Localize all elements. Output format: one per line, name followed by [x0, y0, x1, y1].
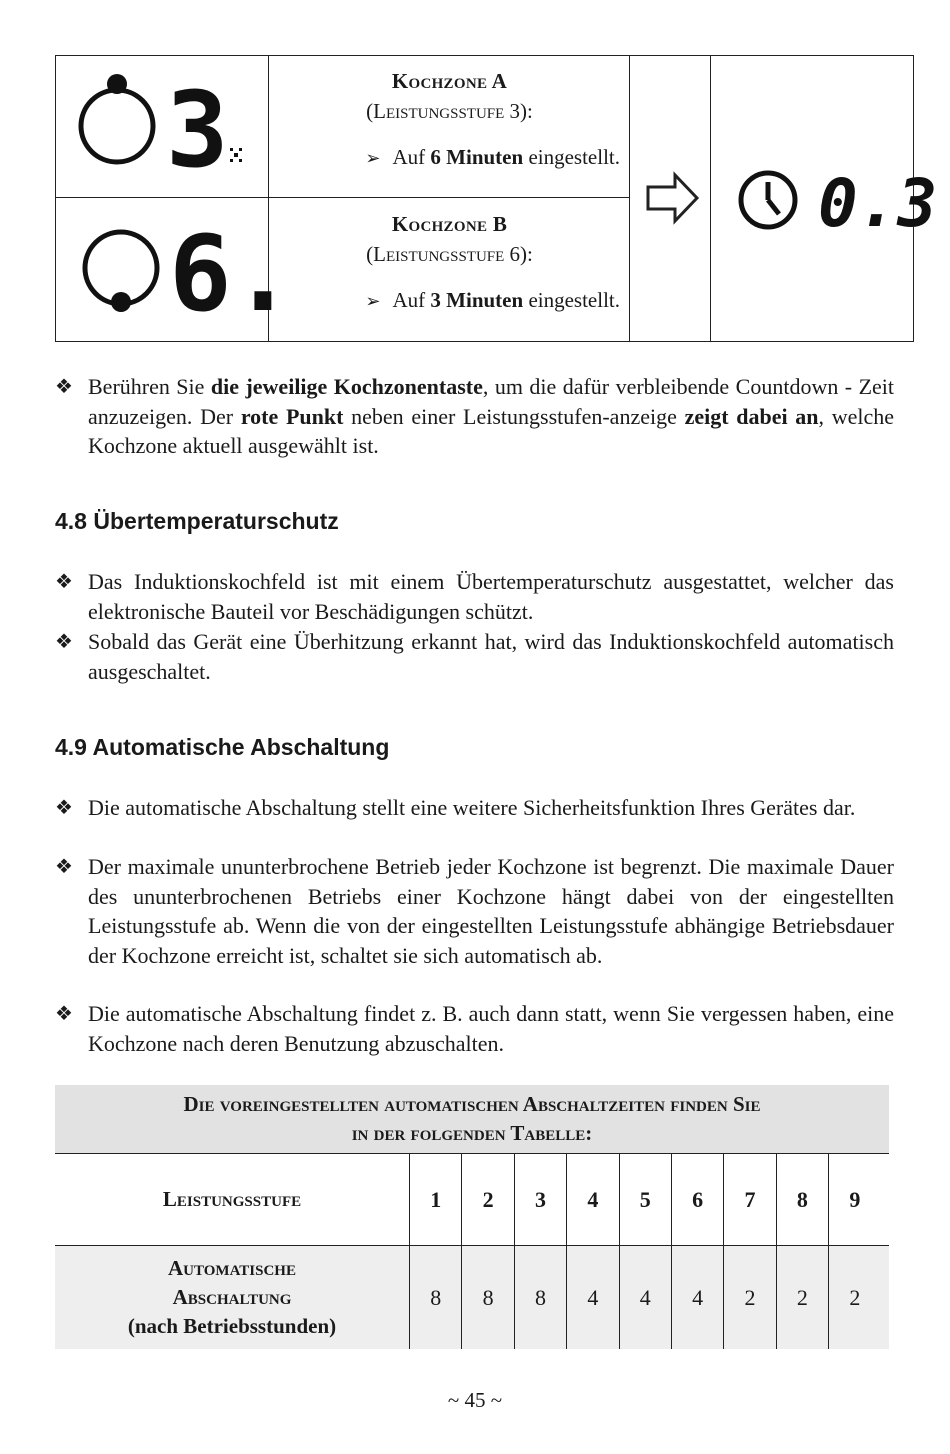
clock-icon — [741, 173, 795, 227]
section-4-8-bullet-2: Sobald das Gerät eine Überhitzung erkannt hat, wird das Induktionskochfeld automatisch ausgeschaltet. — [88, 629, 894, 684]
section-heading-4-8: 4.8 Übertemperaturschutz — [55, 508, 339, 534]
zone-b-level-digit: 6. — [169, 213, 295, 335]
diamond-bullet-icon: ❖ — [55, 795, 73, 819]
level-cell: 7 — [723, 1154, 775, 1245]
timer-illustration-table — [55, 55, 938, 342]
zone-a-ring-icon — [81, 90, 153, 162]
arrowhead-bullet-icon: ➢ — [365, 291, 381, 312]
zone-a-selected-dot — [107, 74, 127, 94]
zone-b-description — [269, 209, 630, 317]
table-divider — [710, 56, 711, 341]
zone-a-subtitle: (Leistungsstufe 3): — [366, 99, 533, 123]
level-cell: 8 — [776, 1154, 828, 1245]
diamond-bullet-icon: ❖ — [55, 569, 73, 593]
zone-a-level-digit: 3 — [166, 69, 229, 191]
zone-b-display — [74, 213, 295, 335]
hours-cell: 4 — [566, 1246, 618, 1349]
zone-a-display — [74, 69, 254, 191]
page-number: ~ 45 ~ — [447, 1388, 503, 1412]
power-level-row — [55, 1153, 889, 1246]
zone-a-title: Kochzone A — [391, 69, 508, 93]
hours-cell: 8 — [461, 1246, 513, 1349]
table-divider — [56, 197, 630, 198]
power-level-header: Leistungsstufe — [162, 1187, 302, 1211]
diamond-bullet-icon: ❖ — [55, 374, 73, 398]
intro-paragraph: Berühren Sie die jeweilige Kochzonentaste, um die dafür verbleibende Countdown - Zeit anzuzeigen. Der rote Punkt neben einer Leistungsstufen-anzeige zeigt dabei an, welche Kochzone aktuell ausgewählt ist. — [88, 374, 895, 458]
diamond-bullet-icon: ❖ — [55, 854, 73, 878]
zone-a-description — [269, 66, 630, 174]
diamond-bullet-icon: ❖ — [55, 629, 73, 653]
blink-indicator-icon — [230, 148, 242, 162]
hours-cell: 8 — [409, 1246, 461, 1349]
level-cell: 2 — [461, 1154, 513, 1245]
section-4-9-bullet-3: Die automatische Abschaltung findet z. B. auch dann statt, wenn Sie vergessen haben, eine Kochzone nach deren Benutzung abzuschalten. — [88, 1001, 894, 1056]
shutoff-hours-header: Automatische Abschaltung (nach Betriebsstunden) — [127, 1256, 337, 1338]
zone-a-setting: ➢ Auf 6 Minuten eingestellt. — [365, 145, 620, 169]
timer-value: 0.3 — [818, 165, 938, 242]
level-cell: 4 — [566, 1154, 618, 1245]
diamond-bullet-icon: ❖ — [55, 1001, 73, 1025]
zone-b-selected-dot — [111, 292, 131, 312]
arrow-right-outline-icon — [645, 172, 701, 224]
hours-cell: 4 — [671, 1246, 723, 1349]
level-cell: 6 — [671, 1154, 723, 1245]
shutoff-hours-row — [55, 1246, 889, 1349]
hours-cell: 2 — [776, 1246, 828, 1349]
table-caption: Die voreingestellten automatischen Abschaltzeiten finden Sie in der folgenden Tabelle: — [55, 1085, 889, 1153]
timer-display — [736, 164, 938, 242]
zone-b-setting: ➢ Auf 3 Minuten eingestellt. — [365, 288, 620, 312]
zone-b-subtitle: (Leistungsstufe 6): — [366, 242, 533, 266]
hours-cell: 2 — [828, 1246, 880, 1349]
level-cell: 3 — [514, 1154, 566, 1245]
section-heading-4-9: 4.9 Automatische Abschaltung — [55, 734, 390, 760]
level-cell: 5 — [619, 1154, 671, 1245]
level-cell: 9 — [828, 1154, 880, 1245]
hours-cell: 8 — [514, 1246, 566, 1349]
section-4-9-bullet-1: Die automatische Abschaltung stellt eine weitere Sicherheitsfunktion Ihres Gerätes dar. — [88, 795, 856, 820]
hours-cell: 2 — [723, 1246, 775, 1349]
zone-b-title: Kochzone B — [391, 212, 508, 236]
arrowhead-bullet-icon: ➢ — [365, 148, 381, 169]
hours-cell: 4 — [619, 1246, 671, 1349]
section-4-9-bullet-2: Der maximale ununterbrochene Betrieb jeder Kochzone ist begrenzt. Die maximale Dauer des ununterbrochenen Betriebs einer Kochzone hängt dabei von der eingestellten Leistungsstufe ab. Wenn die von der eingestellten Leistungsstufe abhängige Betriebsdauer der Kochzone erreicht ist, schaltet sie sich automatisch ab. — [88, 854, 894, 968]
auto-shutoff-table — [55, 1085, 889, 1349]
level-cell: 1 — [409, 1154, 461, 1245]
section-4-8-bullet-1: Das Induktionskochfeld ist mit einem Übertemperaturschutz ausgestattet, welcher das elektronische Bauteil vor Beschädigungen schützt. — [88, 569, 894, 624]
